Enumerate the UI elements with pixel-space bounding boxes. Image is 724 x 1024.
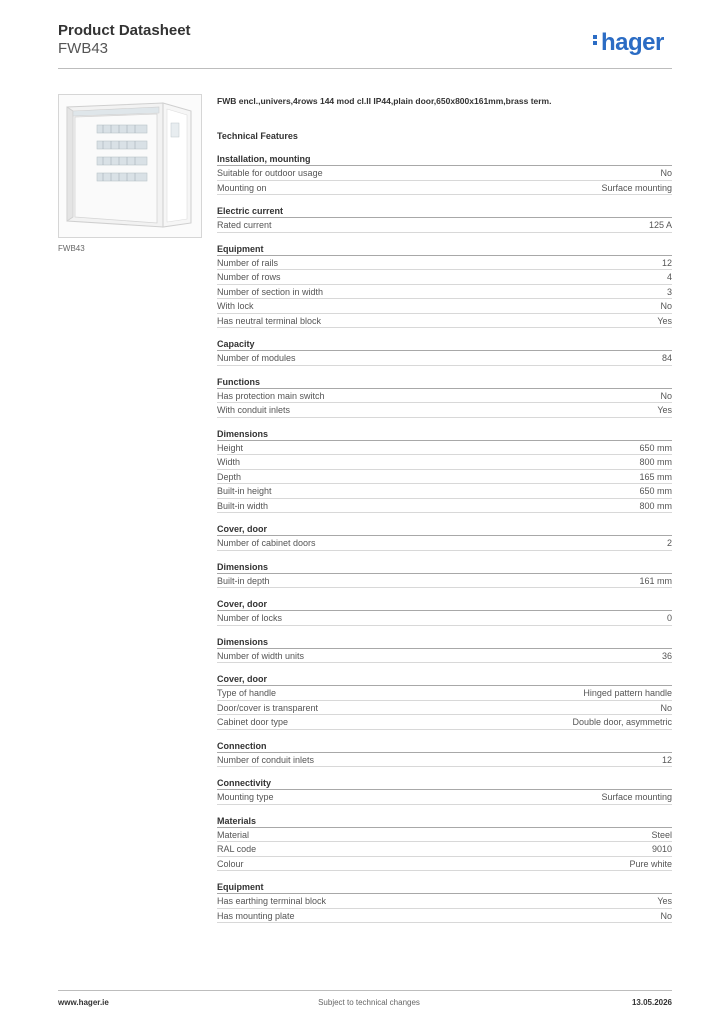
spec-row [217, 842, 672, 857]
section-heading: Materials [217, 815, 672, 828]
spec-value: Yes [657, 896, 672, 906]
spec-label: Built-in width [217, 500, 269, 511]
spec-row [217, 455, 672, 470]
spec-value: Surface mounting [601, 792, 672, 802]
section-heading: Cover, door [217, 598, 672, 611]
footer-date: 13.05.2026 [631, 998, 672, 1007]
spec-label: Has protection main switch [217, 390, 325, 401]
spec-row [217, 649, 672, 664]
spec-section [217, 777, 672, 805]
spec-value: Surface mounting [601, 182, 672, 193]
spec-label: Number of modules [217, 353, 296, 363]
spec-value: No [660, 168, 672, 178]
spec-row [217, 389, 672, 404]
spec-label: With lock [217, 301, 254, 311]
spec-section [217, 636, 672, 664]
spec-value: 0 [666, 613, 672, 623]
product-description: FWB encl.,univers,4rows 144 mod cl.II IP44,plain door,650x800x161mm,brass term. [217, 96, 552, 106]
spec-section [217, 428, 672, 514]
section-heading: Equipment [217, 243, 672, 256]
spec-label: Number of section in width [217, 286, 324, 297]
spec-label: Number of rails [217, 257, 279, 268]
spec-value: No [660, 910, 672, 921]
spec-value: 4 [666, 272, 672, 282]
spec-section [217, 881, 672, 923]
spec-row [217, 857, 672, 872]
spec-row [217, 181, 672, 196]
spec-value: Double door, asymmetric [572, 717, 672, 727]
spec-value: Pure white [629, 858, 672, 869]
spec-value: Hinged pattern handle [583, 688, 672, 698]
spec-section [217, 815, 672, 872]
spec-row [217, 536, 672, 551]
section-heading: Cover, door [217, 673, 672, 686]
spec-section [217, 243, 672, 329]
spec-row [217, 894, 672, 909]
spec-row [217, 441, 672, 456]
spec-value: 650 mm [639, 486, 672, 496]
product-code: FWB43 [58, 40, 109, 57]
spec-value: Yes [657, 315, 672, 326]
spec-label: Rated current [217, 220, 272, 230]
spec-value: 165 mm [639, 471, 672, 482]
spec-value: 800 mm [639, 457, 672, 467]
spec-label: RAL code [217, 844, 257, 854]
spec-value: No [660, 702, 672, 713]
spec-label: Mounting type [217, 792, 274, 802]
spec-label: Built-in depth [217, 575, 270, 586]
spec-section [217, 338, 672, 366]
spec-row [217, 314, 672, 329]
spec-row [217, 611, 672, 626]
spec-row [217, 403, 672, 418]
spec-value: 84 [661, 353, 672, 363]
section-heading: Installation, mounting [217, 153, 672, 166]
spec-value: Yes [657, 405, 672, 415]
spec-label: Depth [217, 471, 242, 482]
spec-section [217, 376, 672, 418]
spec-section [217, 153, 672, 195]
spec-label: Number of rows [217, 272, 281, 282]
spec-label: Mounting on [217, 182, 267, 193]
spec-value: 12 [661, 257, 672, 268]
spec-label: Height [217, 442, 244, 453]
spec-row [217, 256, 672, 271]
spec-value: 800 mm [639, 500, 672, 511]
logo-text: hager [601, 29, 664, 56]
section-heading: Equipment [217, 881, 672, 894]
spec-label: Cabinet door type [217, 717, 289, 727]
spec-label: Number of width units [217, 650, 305, 661]
spec-value: 36 [661, 650, 672, 661]
hager-logo [593, 29, 664, 57]
spec-row [217, 574, 672, 589]
image-caption: FWB43 [58, 244, 85, 253]
spec-row [217, 285, 672, 300]
section-heading: Connection [217, 740, 672, 753]
header-divider [58, 68, 672, 69]
spec-value: 3 [666, 286, 672, 297]
spec-label: Has earthing terminal block [217, 896, 327, 906]
spec-value: No [660, 301, 672, 311]
spec-label: Number of cabinet doors [217, 538, 316, 548]
spec-row [217, 299, 672, 314]
spec-row [217, 484, 672, 499]
footer-divider [58, 990, 672, 991]
spec-row [217, 218, 672, 233]
spec-row [217, 270, 672, 285]
spec-value: 161 mm [639, 575, 672, 586]
spec-value: 9010 [651, 844, 672, 854]
spec-content [217, 94, 672, 923]
spec-label: Type of handle [217, 688, 277, 698]
spec-row [217, 715, 672, 730]
footer-website-link[interactable]: www.hager.ie [58, 998, 109, 1007]
spec-value: No [660, 390, 672, 401]
spec-row [217, 828, 672, 843]
section-heading: Dimensions [217, 428, 672, 441]
footer-notice: Subject to technical changes [318, 998, 420, 1007]
spec-label: Built-in height [217, 486, 272, 496]
spec-label: Has neutral terminal block [217, 315, 322, 326]
spec-value: Steel [651, 829, 672, 840]
technical-features-heading: Technical Features [217, 131, 298, 141]
section-heading: Cover, door [217, 523, 672, 536]
spec-section [217, 598, 672, 626]
spec-label: Number of locks [217, 613, 283, 623]
spec-label: Suitable for outdoor usage [217, 168, 323, 178]
spec-label: With conduit inlets [217, 405, 291, 415]
spec-row [217, 686, 672, 701]
section-heading: Dimensions [217, 636, 672, 649]
enclosure-illustration-icon [59, 95, 201, 237]
spec-row [217, 701, 672, 716]
spec-section [217, 673, 672, 730]
spec-value: 12 [661, 754, 672, 765]
spec-label: Number of conduit inlets [217, 754, 315, 765]
spec-row [217, 470, 672, 485]
spec-row [217, 790, 672, 805]
spec-row [217, 351, 672, 366]
page-title: Product Datasheet [58, 22, 191, 39]
spec-sections [217, 153, 672, 923]
logo-dots-icon [593, 33, 598, 47]
spec-row [217, 499, 672, 514]
spec-label: Door/cover is transparent [217, 702, 319, 713]
section-heading: Electric current [217, 205, 672, 218]
section-heading: Capacity [217, 338, 672, 351]
spec-row [217, 753, 672, 768]
spec-section [217, 205, 672, 233]
spec-value: 650 mm [639, 442, 672, 453]
spec-row [217, 909, 672, 924]
spec-value: 2 [666, 538, 672, 548]
section-heading: Functions [217, 376, 672, 389]
product-image [58, 94, 202, 238]
spec-section [217, 561, 672, 589]
spec-label: Width [217, 457, 241, 467]
spec-value: 125 A [648, 220, 672, 230]
spec-label: Has mounting plate [217, 910, 295, 921]
spec-label: Colour [217, 858, 244, 869]
spec-section [217, 523, 672, 551]
section-heading: Connectivity [217, 777, 672, 790]
section-heading: Dimensions [217, 561, 672, 574]
spec-label: Material [217, 829, 250, 840]
spec-row [217, 166, 672, 181]
spec-section [217, 740, 672, 768]
